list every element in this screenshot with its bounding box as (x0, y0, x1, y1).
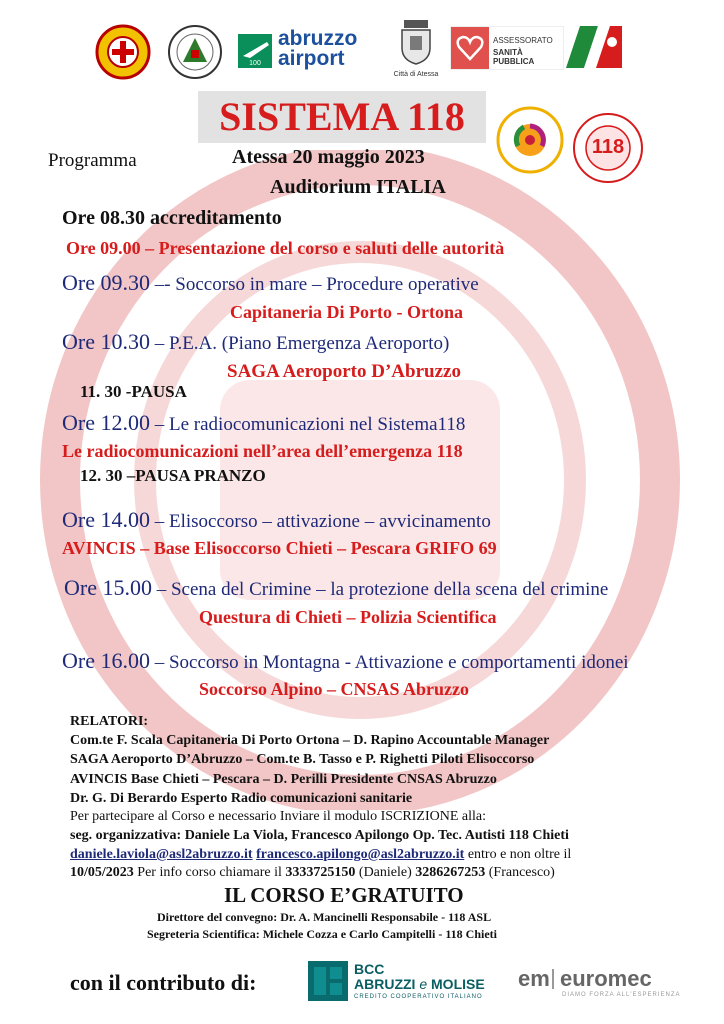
seal-118 (572, 112, 644, 184)
page-title: SISTEMA 118 (219, 94, 465, 139)
schedule-1030-org: SAGA Aeroporto D’Abruzzo (227, 361, 461, 382)
relatori-line-1: Com.te F. Scala Capitaneria Di Porto Ortona – D. Rapino Accountable Manager (70, 733, 550, 748)
segreteria-organizzativa: seg. organizzativa: Daniele La Viola, Francesco Apilongo Op. Tec. Autisti 118 Chieti (70, 828, 569, 843)
schedule-1200-desc: – Le radiocomunicazioni nel Sistema118 (149, 414, 466, 435)
relatori-heading: RELATORI: (70, 714, 149, 729)
airport-name-line2: airport (278, 47, 345, 70)
airport-name-line1: abruzzo (278, 27, 358, 50)
schedule-1600 (62, 648, 629, 674)
euromec-subtitle: DIAMO FORZA ALL'ESPERIENZA (562, 992, 681, 998)
bcc-abruzzi: ABRUZZI (354, 976, 416, 992)
assessorato-line2: SANITÀ PUBBLICA (493, 48, 535, 66)
relatori-line-3: AVINCIS Base Chieti – Pescara – D. Perilli Presidente CNSAS Abruzzo (70, 772, 497, 787)
schedule-1030-desc: – P.E.A. (Piano Emergenza Aeroporto) (149, 333, 450, 354)
bcc-molise: MOLISE (431, 976, 485, 992)
bcc-line2 (354, 976, 485, 992)
schedule-1600-time: Ore 16.00 (62, 648, 150, 673)
schedule-accreditamento: Ore 08.30 accreditamento (62, 207, 282, 229)
entro-text: entro e non oltre il (464, 847, 572, 862)
schedule-0930-time: Ore 09.30 (62, 270, 150, 295)
contributo-label: con il contributo di: (70, 970, 257, 995)
iscrizione-text: Per partecipare al Corso e necessario Inviare il modulo ISCRIZIONE alla: (70, 809, 486, 824)
bcc-subtitle: CREDITO COOPERATIVO ITALIANO (354, 994, 483, 1000)
contacts-line (70, 847, 571, 863)
phone-francesco: 3286267253 (415, 865, 486, 880)
schedule-1400-time: Ore 14.00 (62, 507, 150, 532)
associazione-seal-icon (167, 24, 223, 80)
coat-of-arms-icon (396, 18, 436, 66)
per-info-text: Per info corso chiamare il (133, 865, 286, 880)
coast-guard-logo (566, 26, 622, 68)
segreteria-scientifica: Segreteria Scientifica: Michele Cozza e Carlo Campitelli - 118 Chieti (147, 927, 498, 941)
daniele-label: (Daniele) (355, 865, 416, 880)
asl2-seal (496, 106, 564, 174)
schedule-1030-time: Ore 10.30 (62, 329, 150, 354)
bcc-e: e (419, 976, 428, 992)
city-label: Città di Atessa (393, 71, 439, 78)
assessorato-logo (450, 26, 564, 70)
francesco-label: (Francesco) (485, 865, 555, 880)
heart-icon (451, 27, 489, 69)
schedule-1500-desc: – Scena del Crimine – la protezione della scena del crimine (151, 579, 609, 600)
info-line (70, 865, 555, 881)
bcc-logo (308, 961, 498, 1005)
schedule-1500 (64, 575, 608, 601)
schedule-1600-org: Soccorso Alpino – CNSAS Abruzzo (199, 679, 470, 699)
bcc-mark-icon (308, 961, 348, 1001)
euromec-divider (552, 969, 554, 989)
seal-118-label: 118 (591, 136, 625, 158)
relatori-line-2: SAGA Aeroporto D’Abruzzo – Com.te B. Tasso e P. Righetti Piloti Elisoccorso (70, 752, 535, 767)
coast-guard-logo-icon (566, 26, 622, 68)
pausa-2: 12. 30 –PAUSA PRANZO (80, 466, 266, 485)
schedule-0930-desc: –- Soccorso in mare – Procedure operative (149, 274, 479, 295)
schedule-0930 (62, 270, 479, 296)
euromec-logo (518, 966, 681, 1002)
deadline-date: 10/05/2023 (70, 865, 134, 880)
euromec-name: euromec (560, 966, 652, 991)
email-link-francesco[interactable]: francesco.apilongo@asl2abruzzo.it (256, 847, 465, 862)
bcc-line1: BCC (354, 961, 385, 977)
cnsas-logo (95, 24, 151, 80)
svg-text:100: 100 (249, 60, 261, 67)
euromec-em: em (518, 966, 550, 991)
corso-gratuito: IL CORSO E’GRATUITO (224, 883, 464, 907)
associazione-logo (167, 24, 223, 80)
cnsas-seal-icon (95, 24, 151, 80)
schedule-1400 (62, 507, 491, 533)
schedule-1500-time: Ore 15.00 (64, 575, 152, 600)
assessorato-line1: ASSESSORATO (493, 36, 553, 45)
schedule-1030 (62, 329, 449, 355)
schedule-1400-desc: – Elisoccorso – attivazione – avvicinamento (149, 511, 491, 532)
schedule-1600-desc: – Soccorso in Montagna - Attivazione e comportamenti idonei (149, 652, 629, 673)
direttore-convegno: Direttore del convegno: Dr. A. Mancinelli Responsabile - 118 ASL (157, 910, 492, 924)
relatori-line-4: Dr. G. Di Berardo Esperto Radio comunicazioni sanitarie (70, 791, 413, 806)
citta-atessa-logo (393, 18, 439, 82)
schedule-1200-time: Ore 12.00 (62, 410, 150, 435)
event-venue: Auditorium ITALIA (270, 176, 446, 198)
airplane-icon (238, 34, 272, 68)
email-link-daniele[interactable]: daniele.laviola@asl2abruzzo.it (70, 847, 253, 862)
abruzzo-airport-logo (238, 28, 378, 74)
event-date: Atessa 20 maggio 2023 (232, 146, 425, 168)
schedule-1200 (62, 410, 465, 436)
phone-daniele: 3333725150 (285, 865, 356, 880)
asl2-seal-icon (496, 106, 564, 174)
schedule-0930-org: Capitaneria Di Porto - Ortona (230, 302, 463, 322)
schedule-1500-org: Questura di Chieti – Polizia Scientifica (199, 607, 497, 627)
schedule-1200-org: Le radiocomunicazioni nell’area dell’emergenza 118 (62, 441, 463, 461)
schedule-1400-org: AVINCIS – Base Elisoccorso Chieti – Pescara GRIFO 69 (62, 538, 497, 558)
programma-label: Programma (48, 150, 137, 171)
pausa-1: 11. 30 -PAUSA (80, 382, 187, 401)
schedule-0900: Ore 09.00 – Presentazione del corso e saluti delle autorità (66, 238, 505, 258)
